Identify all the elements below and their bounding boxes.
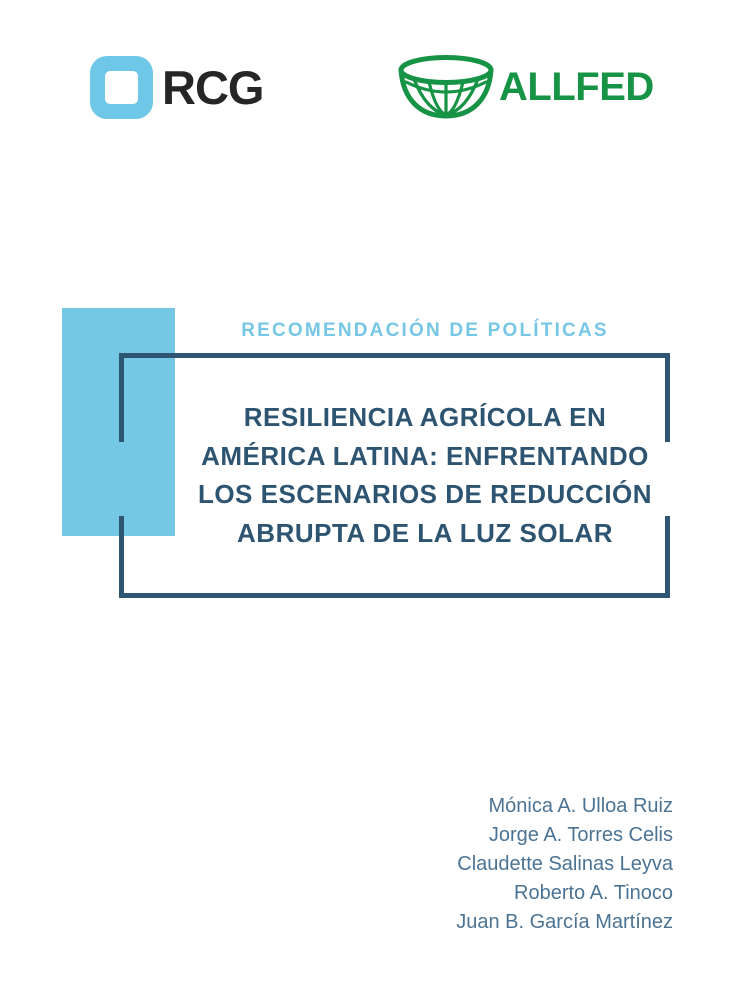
document-title [180,398,670,552]
eyebrow-label: RECOMENDACIÓN DE POLÍTICAS [241,320,609,341]
author-name: Jorge A. Torres Celis [488,824,673,846]
rcg-logo [90,56,263,119]
author-name: Claudette Salinas Leyva [457,853,673,875]
rcg-square-icon [90,56,153,119]
author-name: Roberto A. Tinoco [514,882,673,904]
title-frame-left-bottom [119,516,124,598]
author-name: Juan B. García Martínez [456,911,673,933]
title-line: LOS ESCENARIOS DE REDUCCIÓN [197,479,653,509]
allfed-logo-text: ALLFED [499,65,654,109]
title-frame-top [119,353,670,358]
title-line: RESILIENCIA AGRÍCOLA EN [243,402,607,432]
title-line: AMÉRICA LATINA: ENFRENTANDO [201,440,649,471]
author-name: Mónica A. Ulloa Ruiz [488,795,673,817]
allfed-bowl-globe-icon [398,55,494,119]
author-list [456,792,673,937]
title-frame-bottom [119,593,670,598]
rcg-square-inner [105,71,138,104]
title-frame-left-top [119,353,124,442]
allfed-logo [398,55,654,119]
title-line: ABRUPTA DE LA LUZ SOLAR [237,517,613,548]
rcg-logo-text: RCG [162,61,264,114]
